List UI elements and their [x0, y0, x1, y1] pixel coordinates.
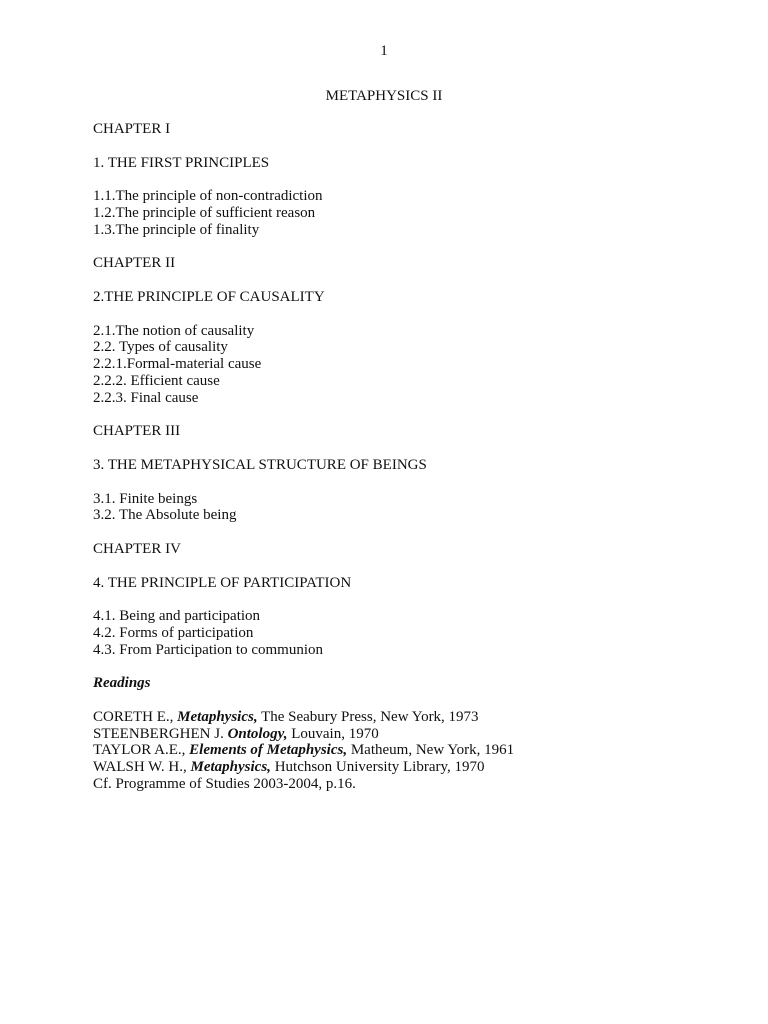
section-item: 4.1. Being and participation: [93, 608, 261, 625]
section-item: 2.2.3. Final cause: [93, 389, 199, 406]
chapter-label: CHAPTER III: [93, 423, 181, 440]
reference-author: WALSH W. H.,: [93, 759, 191, 776]
chapter-label: CHAPTER II: [93, 255, 176, 272]
reference-entry: [93, 709, 713, 726]
document-body: [93, 121, 713, 793]
section-item: 4.2. Forms of participation: [93, 624, 254, 641]
chapter-heading: 1. THE FIRST PRINCIPLES: [93, 154, 270, 171]
reference-title: Metaphysics,: [190, 759, 271, 776]
chapter-heading: 4. THE PRINCIPLE OF PARTICIPATION: [93, 574, 352, 591]
section-item: 2.2.1.Formal-material cause: [93, 356, 262, 373]
chapter-3: [93, 423, 713, 541]
section-item: 2.1.The notion of causality: [93, 322, 255, 339]
section-item: 3.2. The Absolute being: [93, 507, 237, 524]
section-item: 1.2.The principle of sufficient reason: [93, 204, 316, 221]
reference-author: CORETH E.,: [93, 708, 178, 725]
reference-details: Louvain, 1970: [287, 725, 379, 742]
reference-title: Elements of Metaphysics,: [189, 742, 348, 759]
section-item: 4.3. From Participation to communion: [93, 641, 323, 658]
reference-details: Hutchson University Library, 1970: [270, 759, 485, 776]
reference-entry: [93, 742, 713, 759]
readings-heading: Readings: [93, 675, 151, 692]
chapter-heading: 3. THE METAPHYSICAL STRUCTURE OF BEINGS: [93, 456, 427, 473]
page-number: 1: [380, 43, 388, 59]
reference-details: The Seabury Press, New York, 1973: [257, 708, 479, 725]
reference-author: STEENBERGHEN J.: [93, 725, 228, 742]
chapter-heading: 2.THE PRINCIPLE OF CAUSALITY: [93, 288, 325, 305]
chapter-label: CHAPTER I: [93, 121, 171, 137]
reference-title: Metaphysics,: [177, 708, 258, 725]
section-item: 1.3.The principle of finality: [93, 221, 260, 238]
reference-entry: [93, 759, 713, 776]
readings-section: [93, 675, 713, 793]
programme-note: Cf. Programme of Studies 2003-2004, p.16.: [93, 776, 356, 793]
chapter-label: CHAPTER IV: [93, 540, 181, 557]
section-item: 2.2.2. Efficient cause: [93, 372, 220, 389]
chapter-4: [93, 541, 713, 675]
chapter-2: [93, 255, 713, 423]
section-item: 1.1.The principle of non-contradiction: [93, 188, 323, 205]
reference-author: TAYLOR A.E.,: [93, 742, 190, 759]
section-item: 2.2. Types of causality: [93, 339, 228, 356]
chapter-1: [93, 121, 713, 255]
document-title: METAPHYSICS II: [325, 88, 443, 104]
reference-title: Ontology,: [227, 725, 288, 742]
section-item: 3.1. Finite beings: [93, 490, 198, 507]
reference-entry: [93, 726, 713, 743]
reference-details: Matheum, New York, 1961: [347, 742, 515, 759]
